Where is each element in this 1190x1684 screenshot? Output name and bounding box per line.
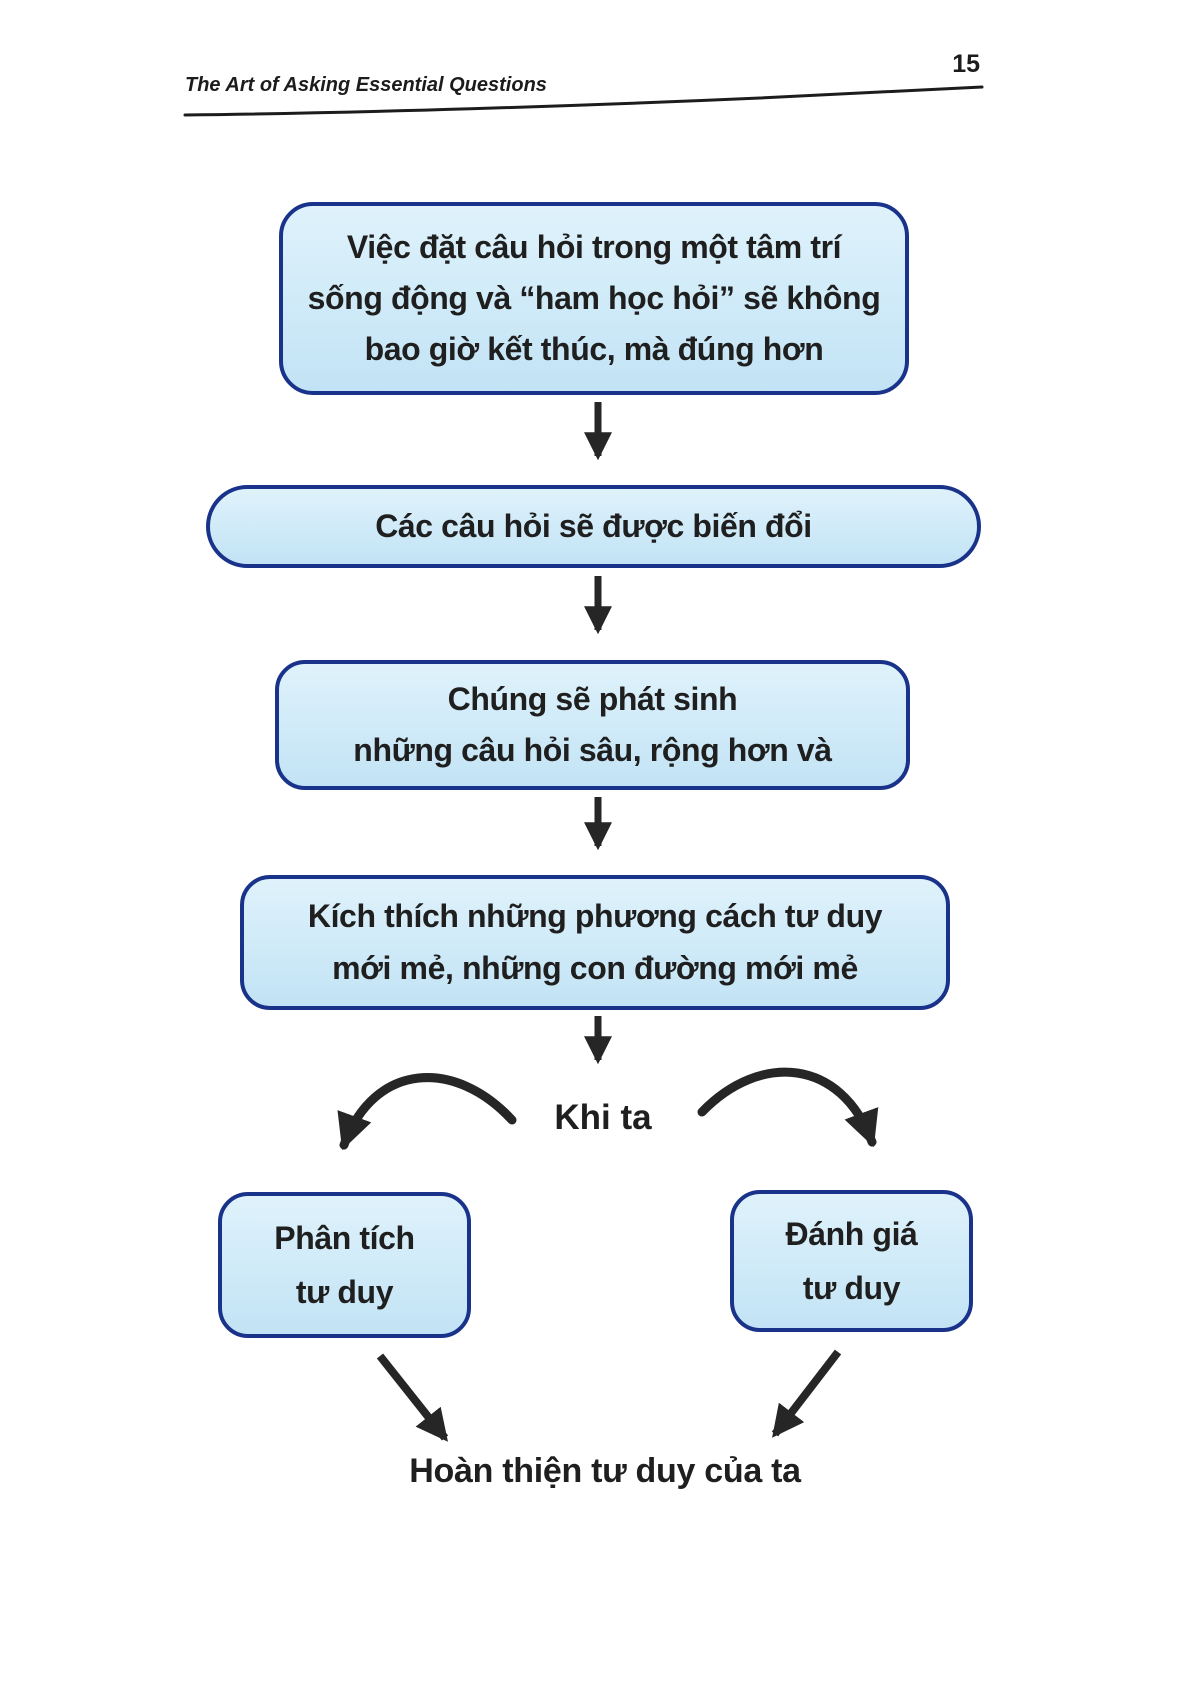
box-generate-questions-line2: những câu hỏi sâu, rộng hơn và xyxy=(353,732,832,768)
box-stimulate-thinking xyxy=(240,875,950,1010)
box-questioning-mind-line3: bao giờ kết thúc, mà đúng hơn xyxy=(364,331,824,368)
box-analyze-thinking-line1: Phân tích xyxy=(274,1219,415,1256)
box-evaluate-thinking xyxy=(730,1190,973,1332)
box-evaluate-thinking-line2: tư duy xyxy=(802,1270,901,1306)
box-questioning-mind xyxy=(279,202,909,395)
box-generate-questions xyxy=(275,660,910,790)
diagonal-arrow-right-icon xyxy=(775,1352,838,1434)
diagonal-arrow-left-icon xyxy=(380,1356,445,1438)
curved-arrow-right-icon xyxy=(702,1072,872,1142)
box-generate-questions-line1: Chúng sẽ phát sinh xyxy=(447,680,738,717)
box-questioning-mind-line1: Việc đặt câu hỏi trong một tâm trí xyxy=(346,228,842,265)
conclusion-text: Hoàn thiện tư duy của ta xyxy=(409,1452,801,1490)
box-analyze-thinking-line2: tư duy xyxy=(295,1274,394,1310)
page-title: The Art of Asking Essential Questions xyxy=(185,74,547,96)
curved-arrow-left-icon xyxy=(344,1078,512,1145)
box-questions-transform-line1: Các câu hỏi sẽ được biến đổi xyxy=(375,507,812,544)
box-evaluate-thinking-line1: Đánh giá xyxy=(785,1215,918,1252)
box-stimulate-thinking-line2: mới mẻ, những con đường mới mẻ xyxy=(332,949,858,986)
page-number: 15 xyxy=(952,50,980,78)
box-stimulate-thinking-line1: Kích thích những phương cách tư duy xyxy=(307,898,883,935)
branch-label-khi-ta: Khi ta xyxy=(554,1098,652,1137)
box-questioning-mind-line2: sống động và “ham học hỏi” sẽ không xyxy=(307,279,881,316)
box-analyze-thinking xyxy=(218,1192,471,1338)
box-questions-transform xyxy=(206,485,981,568)
